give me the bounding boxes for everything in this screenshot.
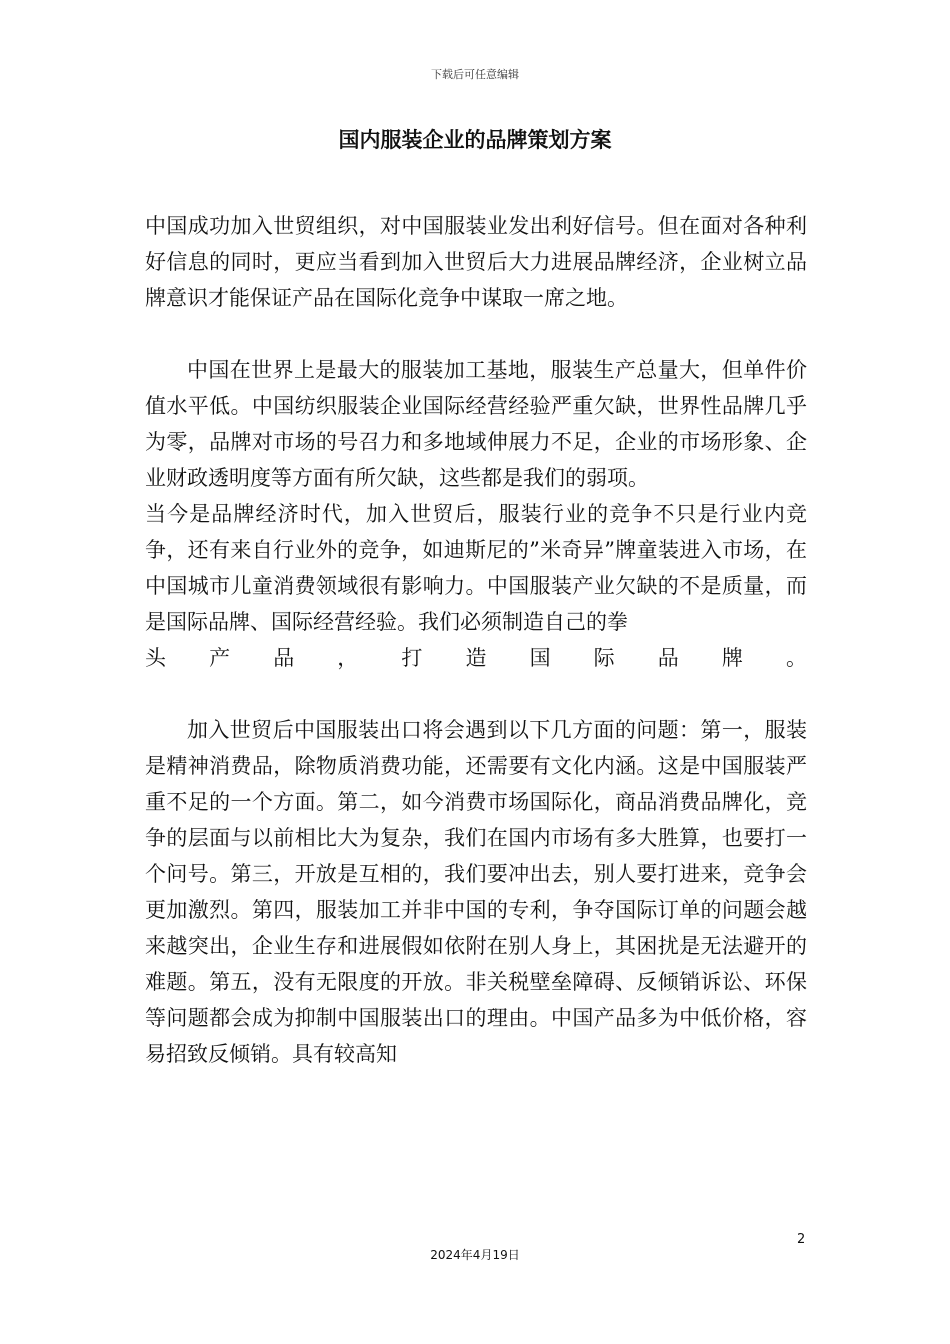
spread-char: 。: [785, 646, 807, 670]
spread-char: 头: [145, 646, 166, 670]
document-body: [145, 208, 807, 1072]
paragraph-1: 中国成功加入世贸组织，对中国服装业发出利好信号。但在面对各种利好信息的同时，更应当看到加入世贸后大力进展品牌经济，企业树立品牌意识才能保证产品在国际化竞争中谋取一席之地。: [145, 214, 807, 310]
paragraph-3-last-line: [145, 640, 807, 676]
spread-char: ，: [337, 646, 359, 670]
spread-char: 造: [465, 646, 487, 670]
document-title: 国内服装企业的品牌策划方案: [338, 128, 612, 152]
spread-char: 品: [273, 646, 295, 670]
spread-char: 品: [657, 646, 679, 670]
spread-char: 牌: [721, 646, 743, 670]
page-number: 2: [797, 1232, 806, 1247]
spread-char: 际: [593, 646, 615, 670]
spread-char: 产: [209, 646, 231, 670]
paragraph-3: 当今是品牌经济时代，加入世贸后，服装行业的竞争不只是行业内竞争，还有来自行业外的竞争，如迪斯尼的”米奇异”牌童装进入市场，在中国城市儿童消费领域很有影响力。中国服装产业欠缺的不是质量，而是国际品牌、国际经营经验。我们必须制造自己的拳: [145, 502, 807, 634]
spread-char: 打: [401, 646, 423, 670]
header-note: 下载后可任意编辑: [431, 68, 519, 81]
paragraph-2: 中国在世界上是最大的服装加工基地，服装生产总量大，但单件价值水平低。中国纺织服装企业国际经营经验严重欠缺，世界性品牌几乎为零，品牌对市场的号召力和多地域伸展力不足，企业的市场形象、企业财政透明度等方面有所欠缺，这些都是我们的弱项。: [145, 358, 807, 490]
spread-char: 国: [529, 646, 551, 670]
footer-date: 2024年4月19日: [430, 1248, 520, 1262]
paragraph-4: 加入世贸后中国服装出口将会遇到以下几方面的问题：第一，服装是精神消费品，除物质消费功能，还需要有文化内涵。这是中国服装严重不足的一个方面。第二，如今消费市场国际化，商品消费品牌化，竞争的层面与以前相比大为复杂，我们在国内市场有多大胜算，也要打一个问号。第三，开放是互相的，我们要冲出去，别人要打进来，竞争会更加激烈。第四，服装加工并非中国的专利，争夺国际订单的问题会越来越突出，企业生存和进展假如依附在别人身上，其困扰是无法避开的难题。第五，没有无限度的开放。非关税壁垒障碍、反倾销诉讼、环保等问题都会成为抑制中国服装出口的理由。中国产品多为中低价格，容易招致反倾销。具有较高知: [145, 718, 807, 1066]
